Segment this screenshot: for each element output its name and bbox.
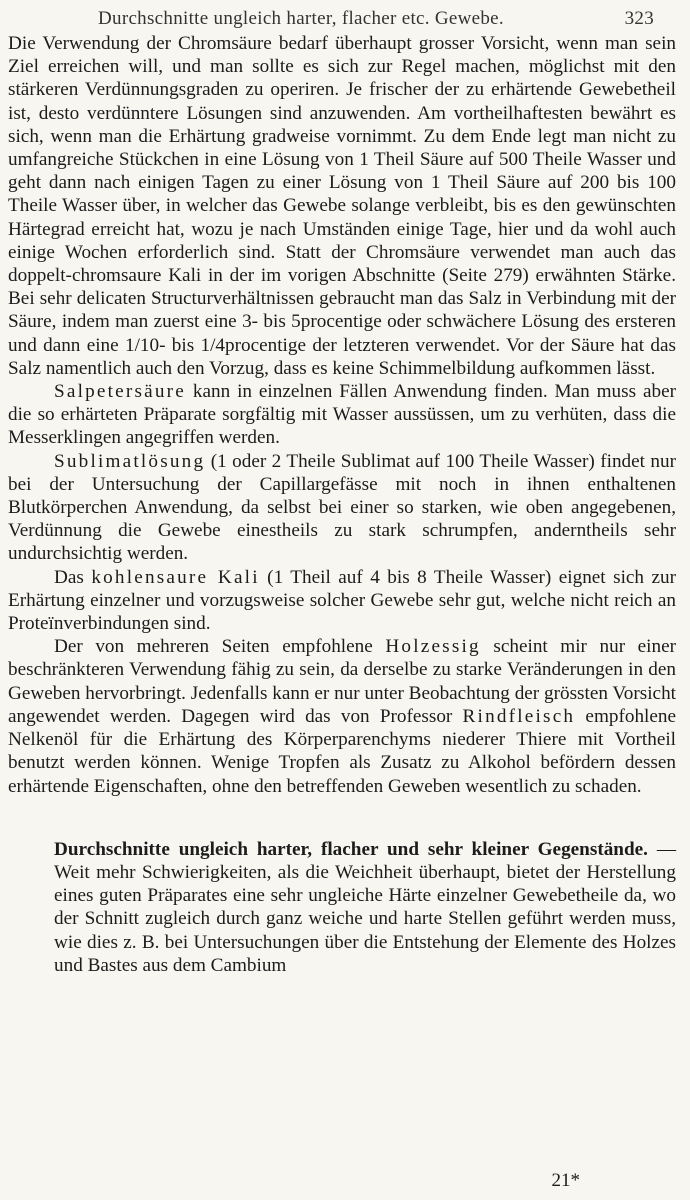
paragraph-kohlensaures-kali xyxy=(8,566,676,636)
section-text: — Weit mehr Schwierigkeiten, als die Weichheit überhaupt, bietet der Herstellung eines guten Präparates eine sehr ungleiche Härte einzelner Gewebetheile da, wo der Schnitt zugleich durch ganz weiche und harte Stellen geführt werden muss, wie dies z. B. bei Untersuchungen über die Entstehung der Elemente des Holzes und Bastes aus dem Cambium xyxy=(54,838,676,976)
body-text xyxy=(8,32,676,977)
paragraph-text: scheint mir nur einer beschränkteren Verwendung fähig zu sein, da derselbe zu starke Veränderungen in den Geweben hervorbringt. Jedenfalls kann er nur unter Beobachtung der grössten Vorsicht angewendet werden. Dagegen wird das von Professor xyxy=(8,636,677,727)
running-head-title: Durchschnitte ungleich harter, flacher etc. Gewebe. xyxy=(98,8,504,29)
page-number: 323 xyxy=(624,8,654,29)
person-name: Rindfleisch xyxy=(462,705,576,727)
paragraph-text: Die Verwendung der Chromsäure bedarf überhaupt grosser Vorsicht, wenn man sein Ziel erreichen will, und man sollte es sich zur Regel machen, möglichst mit den stärkeren Verdünnungsgraden zu operiren. Je frischer der zu erhärtende Gewebetheil ist, desto verdünntere Lösungen sind anzuwenden. Am vortheilhaftesten bewährt es sich, wenn man die Erhärtung gradweise vornimmt. Zu dem Ende legt man nicht zu umfangreiche Stückchen in eine Lösung von 1 Theil Säure auf 500 Theile Wasser und geht dann nach einigen Tagen zu einer Lösung von 1 Theil Säure auf 200 bis 100 Theile Wasser über, in welcher das Gewebe solange verbleibt, bis es den gewünschten Härtegrad erreicht hat, wozu je nach Umständen einige Tage, hier und da wohl auch einige Wochen erforderlich sind. Statt der Chromsäure verwendet man auch das doppelt-chromsaure Kali in der im vorigen Abschnitte (Seite 279) erwähnten Stärke. Bei sehr delicaten Structurverhältnissen gebraucht man das Salz in Verbindung mit der Säure, indem man zuerst eine 3- bis 5procentige oder schwächere Lösung des ersteren und dann eine 1/10- bis 1/4procentige der letzteren verwendet. Vor der Säure hat das Salz namentlich auch den Vorzug, dass es keine Schimmelbildung aufkommen lässt. xyxy=(8,33,676,379)
paragraph-holzessig xyxy=(8,635,676,797)
signature-mark: 21* xyxy=(551,1170,580,1191)
paragraph-salpetersaeure xyxy=(8,380,676,450)
section-paragraph xyxy=(54,838,676,977)
term-salpetersaeure: Salpetersäure xyxy=(54,381,186,403)
section-heading: Durchschnitte ungleich harter, flacher und sehr kleiner Gegenstände. xyxy=(54,838,648,860)
paragraph-sublimatloesung xyxy=(8,450,676,566)
paragraph-chromsaeure xyxy=(8,32,676,380)
paragraph-text: (1 oder 2 Theile Sublimat auf 100 Theile Wasser) findet nur bei der Untersuchung der Capillargefässe mit noch in ihnen enthaltenen Blutkörperchen Anwendung, da selbst bei einer so starken, wie oben angegebenen, Verdünnung die Gewebe einestheils zu stark schrumpfen, anderntheils sehr undurchsichtig werden. xyxy=(8,450,676,565)
paragraph-text: (1 Theil auf 4 bis 8 Theile Wasser) eignet sich zur Erhärtung einzelner und vorzugsweise solcher Gewebe sehr gut, welche nicht reich an Proteïnverbindungen sind. xyxy=(8,566,676,635)
paragraph-text: kann in einzelnen Fällen Anwendung finden. Man muss aber die so erhärteten Präparate sorgfältig mit Wasser aussüssen, um zu verhüten, dass die Messerklingen angegriffen werden. xyxy=(8,381,676,449)
paragraph-prefix: Das xyxy=(54,566,92,588)
term-kohlensaures-kali: kohlensaure Kali xyxy=(91,566,260,588)
section xyxy=(8,838,676,977)
paragraph-suffix: empfohlene Nelkenöl für die Erhärtung des Körperparenchyms niederer Thiere mit Vortheil benutzt werden können. Wenige Tropfen als Zusatz zu Alkohol befördern dessen erhärtende Eigenschaften, ohne den betreffenden Geweben wesentlich zu schaden. xyxy=(8,705,676,797)
term-holzessig: Holzessig xyxy=(385,636,481,658)
term-sublimatloesung: Sublimatlösung xyxy=(54,450,206,472)
running-head xyxy=(8,6,676,32)
section-gap xyxy=(8,798,676,838)
paragraph-prefix: Der von mehreren Seiten empfohlene xyxy=(54,636,386,658)
